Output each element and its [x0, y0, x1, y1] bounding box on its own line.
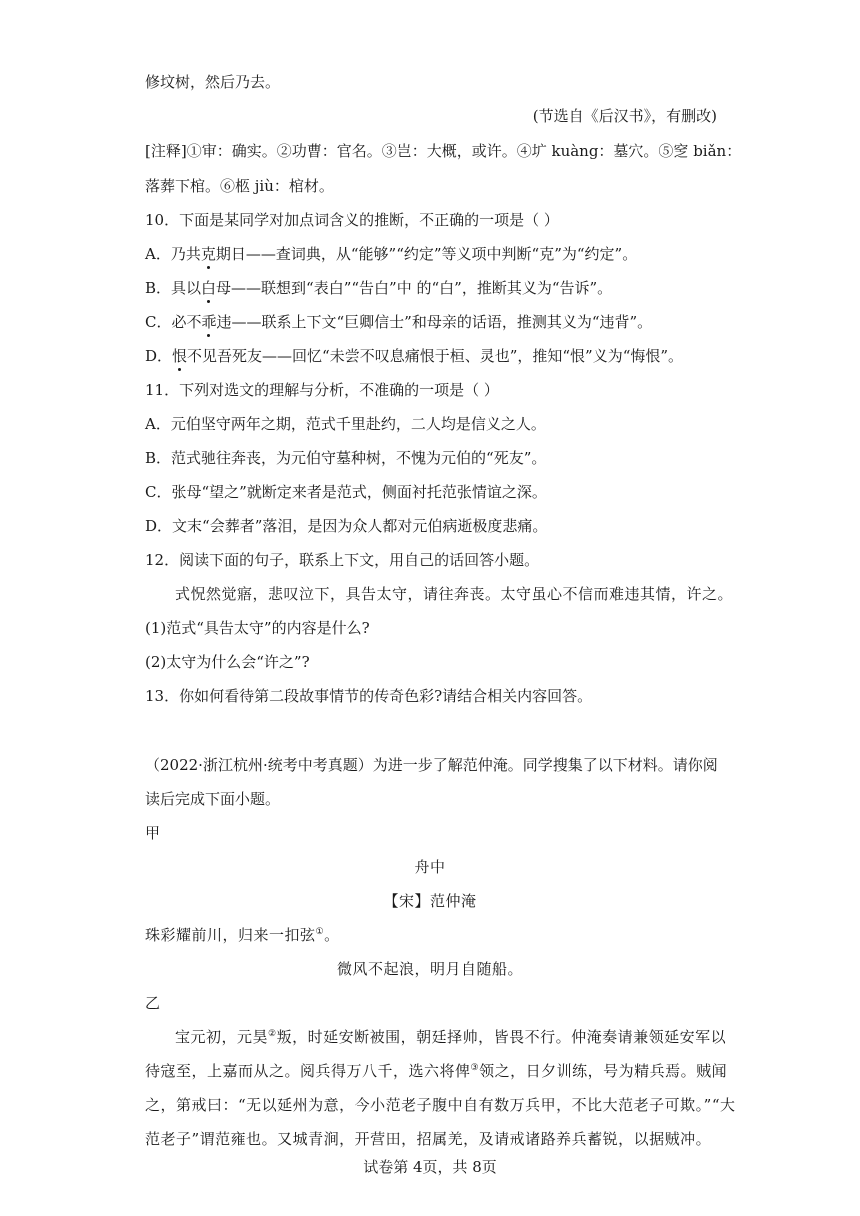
prose-line-1: 宝元初，元昊②叛，时延安断被围，朝廷择帅，皆畏不行。仲淹奏请兼领延安军以: [175, 1028, 727, 1046]
page-footer: 试卷第 4页，共 8页: [363, 1158, 497, 1176]
q11-option-c: C．张母“望之”就断定来者是范式，侧面衬托范张情谊之深。: [145, 483, 547, 501]
poem-author: 【宋】范仲淹: [383, 892, 477, 910]
poem-title: 舟中: [414, 858, 446, 876]
intro-line-1: （2022·浙江杭州·统考中考真题）为进一步了解范仲淹。同学搜集了以下材料。请你阅: [145, 756, 718, 774]
section-yi: 乙: [145, 994, 161, 1012]
q12-quote: 式怳然觉寤，悲叹泣下，具告太守，请往奔丧。太守虽心不信而难违其情，许之。: [175, 585, 734, 603]
source-citation: (节选自《后汉书》，有删改): [532, 107, 717, 125]
q10-option-b: B．具以白母——联想到“表白”“告白”中 的“白”，推断其义为“告诉”。: [145, 279, 613, 297]
q10-stem: 10．下面是某同学对加点词含义的推断，不正确的一项是（ ）: [145, 211, 559, 229]
section-jia: 甲: [145, 824, 161, 842]
footnote-mark: ①: [315, 927, 325, 937]
dotted-char: 白: [201, 279, 217, 297]
footnote-mark: ②: [268, 1029, 277, 1039]
dotted-char: 恨: [172, 347, 188, 365]
passage-end: 修坟树，然后乃去。: [145, 73, 281, 91]
q12-sub1: (1)范式“具告太守”的内容是什么?: [145, 619, 370, 637]
q12-stem: 12．阅读下面的句子，联系上下文，用自己的话回答小题。: [145, 551, 540, 569]
poem-line-1: 珠彩耀前川，归来一扣弦①。: [145, 926, 340, 944]
q13-stem: 13．你如何看待第二段故事情节的传奇色彩?请结合相关内容回答。: [145, 687, 593, 705]
prose-line-4: 范老子”谓范雍也。又城青涧，开营田，招属羌，及请戒诸路养兵蓄锐，以据贼冲。: [145, 1130, 712, 1148]
notes-line-1: [注释]①审：确实。②功曹：官名。③岂：大概，或许。④圹 kuàng：墓穴。⑤窆 biǎn：: [145, 142, 742, 160]
footnote-mark: ③: [470, 1063, 480, 1073]
q10-option-a: A．乃共克期日——查词典，从“能够”“约定”等义项中判断“克”为“约定”。: [145, 245, 638, 263]
q12-sub2: (2)太守为什么会“许之”?: [145, 653, 310, 671]
q11-option-a: A．元伯坚守两年之期，范式千里赴约，二人均是信义之人。: [145, 415, 546, 433]
q10-option-c: C．必不乖违——联系上下文“巨卿信士”和母亲的话语，推测其义为“违背”。: [145, 313, 653, 331]
q11-stem: 11．下列对选文的理解与分析，不准确的一项是（ ）: [145, 381, 499, 399]
q11-option-b: B．范式驰往奔丧，为元伯守墓种树，不愧为元伯的“死友”。: [145, 449, 547, 467]
dotted-char: 克: [200, 245, 216, 263]
poem-line-2: 微风不起浪，明月自随船。: [336, 960, 523, 978]
q11-option-d: D．文末“会葬者”落泪，是因为众人都对元伯病逝极度悲痛。: [145, 517, 548, 535]
prose-line-3: 之，第戒曰：“无以延州为意，今小范老子腹中自有数万兵甲，不比大范老子可欺。”“大: [145, 1096, 736, 1114]
prose-line-2: 待寇至，上嘉而从之。阅兵得万八千，选六将俾③领之，日夕训练，号为精兵焉。贼闻: [145, 1062, 728, 1080]
intro-line-2: 读后完成下面小题。: [145, 790, 281, 808]
dotted-char: 乖: [201, 313, 217, 331]
q10-option-d: D．恨不见吾死友——回忆“未尝不叹息痛恨于桓、灵也”，推知“恨”义为“悔恨”。: [145, 347, 684, 365]
notes-line-2: 落葬下棺。⑥柩 jiù：棺材。: [145, 177, 334, 195]
